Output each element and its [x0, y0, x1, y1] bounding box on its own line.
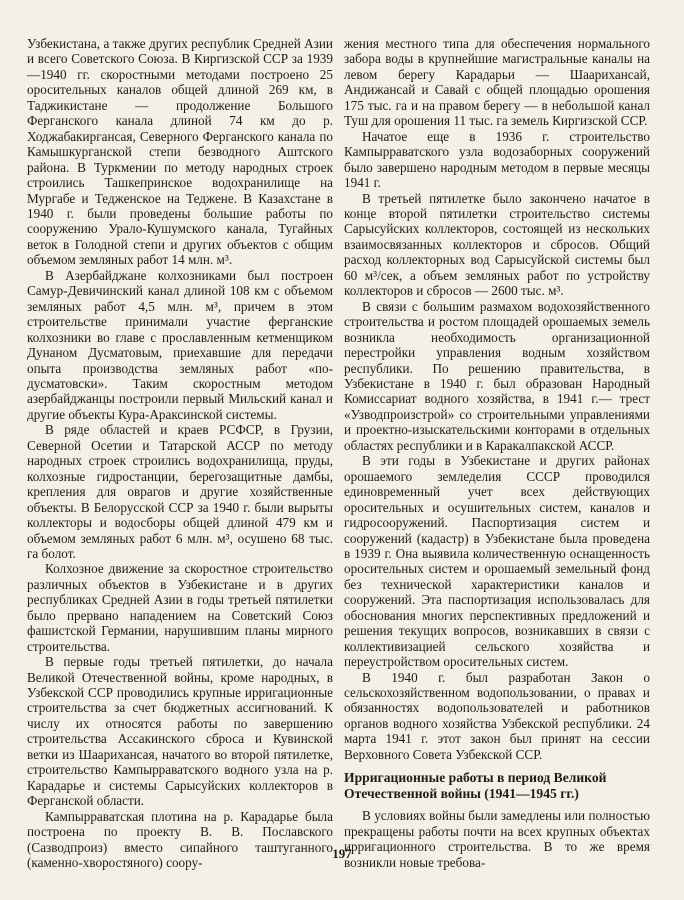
page-number: 197 [332, 846, 352, 861]
paragraph: Начатое еще в 1936 г. строительство Кампырраватского узла водозаборных сооружений было завершено народным методом в первые месяцы 1941 г. [344, 128, 650, 191]
right-column [344, 36, 650, 870]
paragraph: В связи с большим размахом водохозяйственного строительства и ростом площадей орошаемых земель возникла необходимость организационной перестройки управления водным хозяйством республики. По решению правительства, в Узбекистане в 1940 г. был образован Народный Комиссариат водного хозяйства, в 1941 г.— трест «Узводпроизстрой» со строительными управлениями и проектно-изыскательскими конторами в отдельных областях республики и в Каракалпакской АССР. [344, 298, 650, 453]
paragraph: Кампырраватская плотина на р. Карадарье была построена по проекту В. В. Пославского (Сазводпроиз) вместо сипайного таштуганного (каменно-хворостяного) соору- [27, 808, 333, 871]
paragraph: жения местного типа для обеспечения нормального забора воды в крупнейшие магистральные каналы на левом берегу Карадарьи — Шаарихансай, Андижансай и Савай с общей площадью орошения 175 тыс. га и на правом берегу — в небольшой канал Туш для орошения 11 тыс. га земель Киргизской ССР. [344, 36, 650, 129]
paragraph: В условиях войны были замедлены или полностью прекращены работы почти на всех крупных объектах ирригационного строительства. В то же время возникли новые требова- [344, 808, 650, 870]
paragraph: В третьей пятилетке было закончено начатое в конце второй пятилетки строительство системы Сарысуйских коллекторов, состоящей из нескольких взаимосвязанных коллекторов и сбросов. Общий расход коллекторных вод Сарысуйской системы был 60 м³/сек, а объем земляных работ по устройству коллекторов и сбросов — 2600 тыс. м³. [344, 190, 650, 299]
paragraph: В эти годы в Узбекистане и других районах орошаемого земледелия СССР проводился единовременный учет всех действующих оросительных и осушительных систем, каналов и гидросооружений. Паспортизация систем и сооружений (кадастр) в Узбекистане была проведена в 1939 г. Она выявила количественную оснащенность оросительных систем и орошаемый земельный фонд без технической характеристики каналов и сооружений. Эта паспортизация использовалась для обоснования многих перспективных предложений и решения текущих вопросов, возникавших в связи с коллективизацией сельского хозяйства и переустройством оросительных систем. [344, 453, 650, 670]
left-column [27, 36, 333, 870]
paragraph: В 1940 г. был разработан Закон о сельскохозяйственном водопользовании, о правах и обязанностях водопользователей и работников органов водного хозяйства Узбекской республики. 24 марта 1941 г. этот закон был принят на сессии Верховного Совета Узбекской ССР. [344, 669, 650, 762]
paragraph: В Азербайджане колхозниками был построен Самур-Девичинский канал длиной 108 км с объемом земляных работ 4,5 млн. м³, причем в этом строительстве принимали участие ферганские колхозники во главе с прославленным кетменщиком Дунаном Дусматовым, приехавшие для передачи опыта производства земляных работ «по-дусматовски». Таким скоростным методом азербайджанцы построили первый Мильский канал и другие объекты Кура-Араксинской системы. [27, 267, 333, 422]
section-heading: Ирригационные работы в период Великой Отечественной войны (1941—1945 гг.) [344, 770, 607, 802]
paragraph: Колхозное движение за скоростное строительство различных объектов в Узбекистане и в других республиках Средней Азии в годы третьей пятилетки было прервано нападением на Советский Союз фашистской Германии, нарушившим планы мирного строительства. [27, 561, 333, 654]
paragraph: Узбекистана, а также других республик Средней Азии и всего Советского Союза. В Киргизской ССР за 1939—1940 гг. скоростными методами построено 25 оросительных каналов общей длиной 269 км, в Таджикистане — продолжение Большого Ферганского канала длиной 74 км до р. Ходжабакиргансая, Северного Ферганского канала по Камышкурганской степи безводного Аштского района. В Туркмении по методу народных строек строились Ташкепринское водохранилище на Мургабе и Тедженское на Теджене. В Казахстане в 1940 г. были проведены большие работы по сооружению Урало-Кушумского канала, Тугайных веток в Голодной степи и других объектов с общим объемом земляных работ 14 млн. м³. [27, 36, 333, 268]
paragraph: В первые годы третьей пятилетки, до начала Великой Отечественной войны, кроме народных, в Узбекской ССР проводились крупные ирригационные строительства за счет бюджетных ассигнований. К числу их относятся работы по завершению строительства Ассакинского сброса и Кувинской ветки из Шаарихансая, начатого во второй пятилетке, строительство Кампырраватского водного узла на р. Карадарье и системы Сарысуйских коллекторов в Ферганской области. [27, 654, 333, 809]
right-column-top [344, 36, 650, 762]
paragraph: В ряде областей и краев РСФСР, в Грузии, Северной Осетии и Татарской АССР по методу народных строек строились водохранилища, пруды, колхозные гидростанции, берегозащитные дамбы, крепления для оврагов и другие хозяйственные объекты. В Белорусской ССР за 1940 г. были вырыты коллекторы и водосборы общей длиной 479 км и объемом земляных работ 6 млн. м³, осушено 68 тыс. га болот. [27, 422, 333, 561]
